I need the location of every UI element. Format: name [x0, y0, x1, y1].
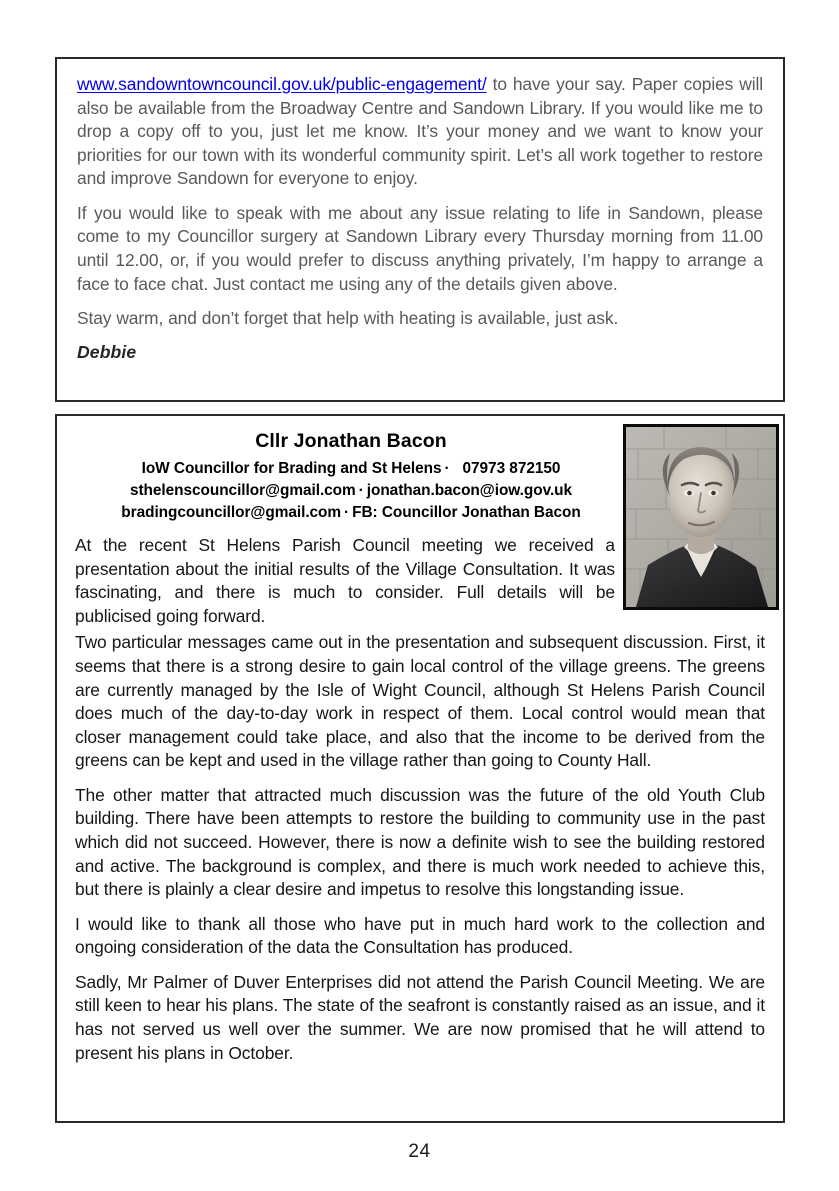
bacon-paragraph-3: The other matter that attracted much discussion was the future of the old Youth Club building. There have been attempts to restore the building to community use in the past which did not succeed. However, there is now a definite wish to see the building restored and active. The background is complex, and there is much work needed to achieve this, but there is plainly a clear desire and impetus to resolve this longstanding issue.	[75, 784, 765, 900]
bacon-facebook[interactable]: FB: Councillor Jonathan Bacon	[352, 504, 581, 522]
separator-dot-2: ·	[358, 482, 364, 500]
bacon-name-heading: Cllr Jonathan Bacon	[255, 430, 447, 452]
page-number: 24	[408, 1141, 431, 1162]
bacon-paragraph-2: Two particular messages came out in the presentation and subsequent discussion. First, it seems that there is a strong desire to gain local control of the village greens. The greens are currently managed by the Isle of Wight Council, although St Helens Parish Council does much of the day-to-day work in respect of them. Local control would mean that closer management could take place, and also that the income to be derived from the greens can be kept and used in the village rather than going to County Hall.	[75, 632, 765, 771]
bacon-role-text: IoW Councillor for Brading and St Helens	[141, 460, 442, 478]
public-engagement-link[interactable]: www.sandowntowncouncil.gov.uk/public-engagement/	[77, 74, 487, 94]
councillor-letter-debbie-panel	[55, 57, 785, 402]
debbie-paragraph-1-text: to have your say. Paper copies will also be available from the Broadway Centre and Sandown Library. If you would like me to drop a copy off to you, just let me know. It’s your money and we want to know your priorities for our town with its wonderful community spirit. Let’s all work together to restore and improve Sandown for everyone to enjoy.	[77, 74, 763, 189]
bacon-paragraph-5: Sadly, Mr Palmer of Duver Enterprises did not attend the Parish Council Meeting. We are still keen to hear his plans. The state of the seafront is constantly raised as an issue, and it has not served us well over the summer. We are now promised that he will attend to present his plans in October.	[75, 971, 765, 1063]
bacon-header-block	[75, 431, 627, 524]
bacon-email-iow[interactable]: jonathan.bacon@iow.gov.uk	[366, 482, 573, 500]
portrait-image	[626, 427, 776, 607]
bacon-email-line-2	[75, 502, 627, 524]
separator-dot-3: ·	[344, 504, 350, 522]
bacon-body-wrapper	[75, 628, 765, 1065]
bacon-paragraph-1: At the recent St Helens Parish Council meeting we received a presentation about the initial results of the Village Consultation. It was fascinating, and there is much to consider. Full details will be publicised going forward.	[75, 535, 615, 626]
bacon-paragraph-4: I would like to thank all those who have put in much hard work to the collection and ongoing consideration of the data the Consultation has produced.	[75, 913, 765, 958]
debbie-paragraph-1	[77, 73, 763, 191]
councillor-letter-bacon-panel	[55, 414, 785, 1123]
bacon-phone: 07973 872150	[462, 460, 561, 478]
debbie-paragraph-3: Stay warm, and don’t forget that help with heating is available, just ask.	[77, 308, 619, 329]
bacon-portrait-photo	[623, 424, 779, 610]
separator-dot-1: ·	[444, 460, 450, 478]
debbie-paragraph-2: If you would like to speak with me about any issue relating to life in Sandown, please come to my Councillor surgery at Sandown Library every Thursday morning from 11.00 until 12.00, or, if you would prefer to discuss anything privately, I’m happy to arrange a face to face chat. Just contact me using any of the details given above.	[77, 202, 763, 294]
bacon-email-line-1	[75, 480, 627, 502]
bacon-email-brading[interactable]: bradingcouncillor@gmail.com	[121, 504, 342, 522]
debbie-signature: Debbie	[77, 341, 137, 362]
bacon-email-sthelens[interactable]: sthelenscouncillor@gmail.com	[129, 482, 356, 500]
bacon-role-phone-line	[75, 458, 627, 480]
